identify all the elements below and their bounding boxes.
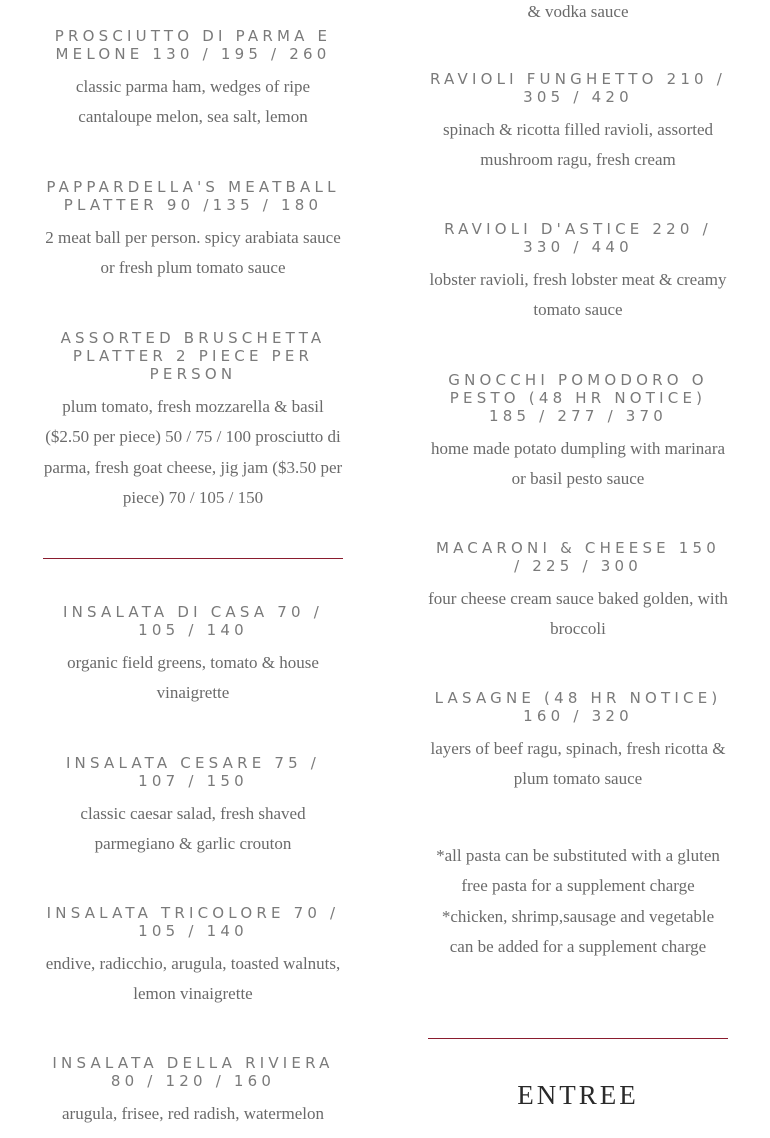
menu-item-description: lobster ravioli, fresh lobster meat & creamy tomato sauce [429,270,727,320]
menu-item-ravioli-astice [428,220,728,326]
section-divider [428,1038,728,1039]
menu-item-description: organic field greens, tomato & house vinaigrette [67,653,319,703]
menu-item-name: INSALATA DI CASA 70 / 105 / 140 [63,603,323,639]
menu-item-description: endive, radicchio, arugula, toasted walnuts, lemon vinaigrette [45,954,341,1004]
menu-item-name: LASAGNE (48 HR NOTICE) 160 / 320 [434,689,722,725]
menu-item-name: INSALATA DELLA RIVIERA 80 / 120 / 160 [52,1054,334,1090]
section-divider [43,558,343,559]
menu-item-description: home made potato dumpling with marinara or basil pesto sauce [430,439,726,489]
menu-item-name: ASSORTED BRUSCHETTA PLATTER 2 PIECE PER PERSON [60,329,326,383]
menu-item-description: plum tomato, fresh mozzarella & basil ($2.50 per piece) 50 / 75 / 100 prosciutto di parma, fresh goat cheese, jig jam ($3.50 per piece) 70 / 105 / 150 [43,397,343,508]
menu-item-macaroni-cheese [428,539,728,645]
menu-item-insalata-tricolore [43,904,343,1010]
menu-item-insalata-riviera [43,1054,343,1129]
menu-item-ravioli-funghetto [428,70,728,176]
menu-item-meatball-platter [43,178,343,284]
pasta-substitution-note [428,841,728,963]
menu-item-name: PROSCIUTTO DI PARMA E MELONE 130 / 195 / 260 [54,27,332,63]
menu-item-name: RAVIOLI FUNGHETTO 210 / 305 / 420 [429,70,727,106]
menu-item-description: 2 meat ball per person. spicy arabiata sauce or fresh plum tomato sauce [45,228,341,278]
menu-item-description: & vodka sauce [527,2,629,21]
note-text: *all pasta can be substituted with a gluten free pasta for a supplement charge *chicken, shrimp,sausage and vegetable can be added for a supplement charge [436,846,720,957]
menu-item-lasagne [428,689,728,795]
menu-item-prosciutto [43,27,343,133]
menu-item-insalata-di-casa [43,603,343,709]
menu-item-description: classic parma ham, wedges of ripe cantaloupe melon, sea salt, lemon [75,77,311,127]
section-title-entree: ENTREE [517,1080,639,1110]
menu-item-description: layers of beef ragu, spinach, fresh ricotta & plum tomato sauce [430,739,726,789]
menu-item-description: spinach & ricotta filled ravioli, assorted mushroom ragu, fresh cream [442,120,714,170]
menu-item-name: PAPPARDELLA'S MEATBALL PLATTER 90 /135 / 180 [46,178,340,214]
menu-item-name: INSALATA TRICOLORE 70 / 105 / 140 [46,904,340,940]
menu-item-description: four cheese cream sauce baked golden, with broccoli [428,589,728,639]
menu-item-name: MACARONI & CHEESE 150 / 225 / 300 [435,539,721,575]
previous-item-description-fragment [428,0,728,27]
menu-item-gnocchi [428,371,728,495]
menu-item-name: INSALATA CESARE 75 / 107 / 150 [65,754,321,790]
menu-item-insalata-cesare [43,754,343,860]
menu-item-description: arugula, frisee, red radish, watermelon [62,1104,324,1123]
menu-item-description: classic caesar salad, fresh shaved parmegiano & garlic crouton [80,804,306,854]
menu-item-bruschetta [43,329,343,514]
menu-item-name: RAVIOLI D'ASTICE 220 / 330 / 440 [444,220,712,256]
menu-item-name: GNOCCHI POMODORO O PESTO (48 HR NOTICE) 185 / 277 / 370 [448,371,708,425]
